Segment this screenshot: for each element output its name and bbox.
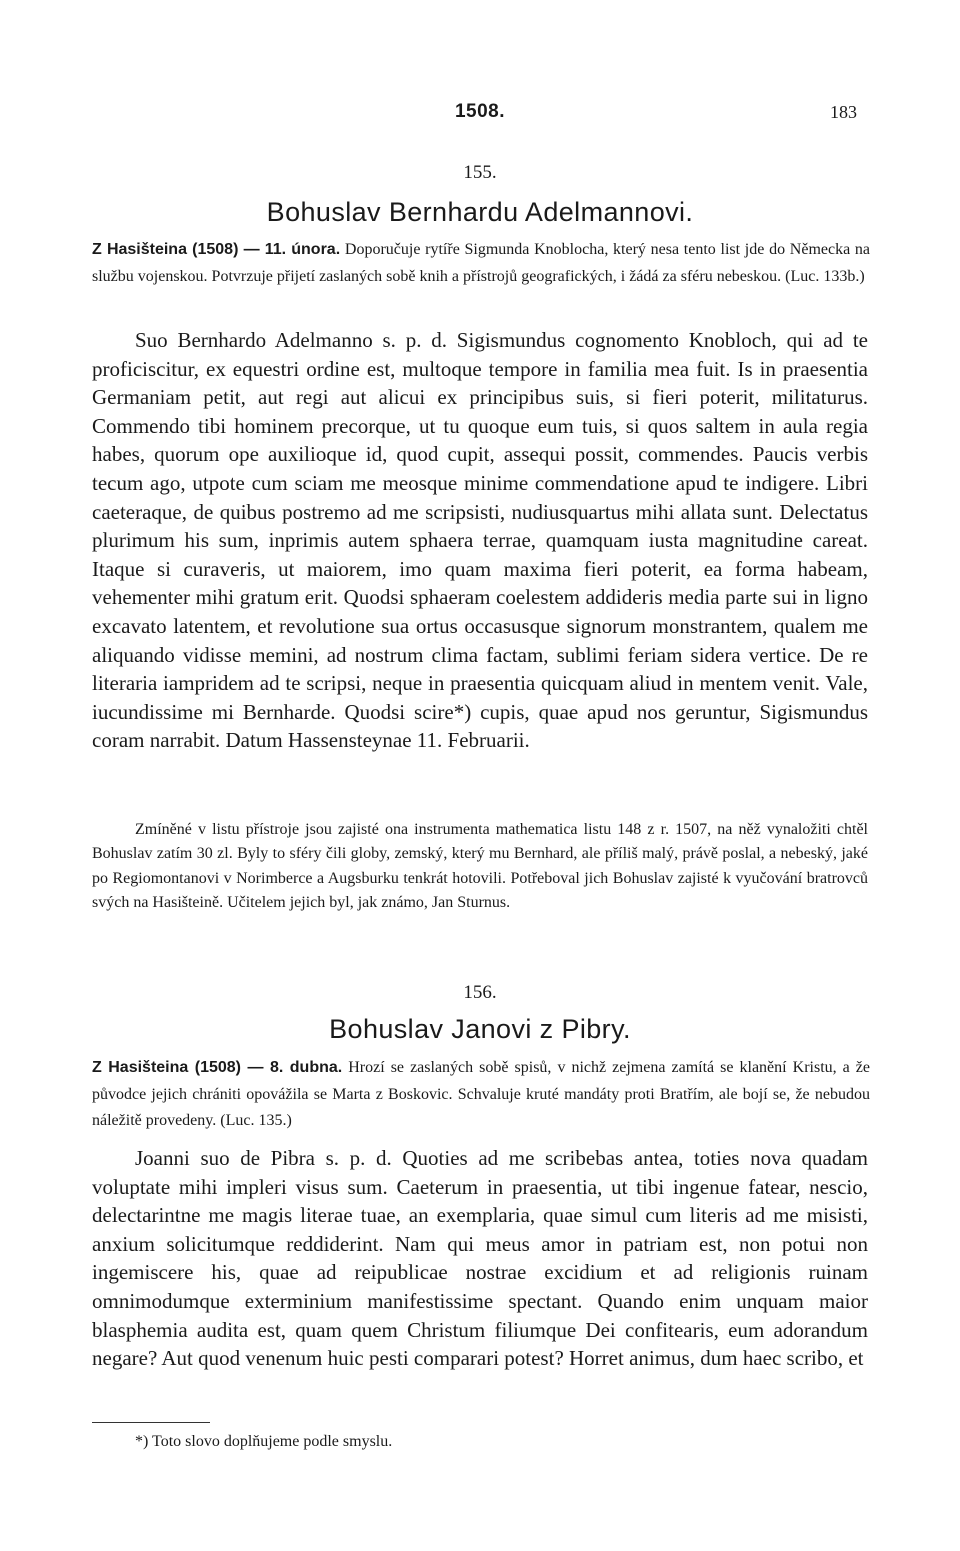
letter-body: Suo Bernhardo Adelmanno s. p. d. Sigismundus cognomento Knobloch, qui ad te proficiscitur, ex equestri ordine est, multoque tempore in familia mea fuit. Is in praesentia Germaniam petit, aut regi aut alicui ex principibus suis, si fieri poterit, militaturus. Commendo tibi hominem precorque, ut tu quoque eum tuis, si quos saltem in aula regia habes, quorum ope auxilioque id, quod cupit, assequi possit, commendes. Paucis verbis tecum ago, utpote cum sciam me meosque minime commendatione apud te indigere. Libri caeteraque, de quibus postremo ad me scripsisti, nudiusquartus mihi allata sunt. Delectatus plurimum his sum, inprimis autem sphaera terrae, quamquam iusta magnitudine careat. Itaque si curaveris, ut maiorem, imo quam maxima fieri poterit, ea forma habeam, vehementer mihi gratum erit. Quodsi sphaeram coelestem addideris media parte sui in ligno excavato latentem, et revolutione sua ortus occasusque signorum monstrantem, qualem me aliquando vidisse memini, ad nostrum clima factam, sublimi feriam sidera vertice. De re literaria iampridem ad te scripsi, neque in praesentia quicquam aliud in mentem venit. Vale, iucundissime mi Bernharde. Quodsi scire*) cupis, quae apud nos geruntur, Sigismundus coram narrabit. Datum Hassensteynae 11. Februarii.	[92, 328, 868, 753]
regest-text: Doporučuje rytíře Sigmunda Knoblocha, který nesa tento list jde do Německa na službu vojenskou. Potvrzuje přijetí zaslaných sobě knih a přístrojů geografických, i žádá za sféru nebeskou. (Luc. 133b.)	[92, 241, 871, 285]
regest-lead: Z Hasišteina (1508) — 8. dubna.	[92, 1059, 343, 1076]
regest-lead: Z Hasišteina (1508) — 11. února.	[92, 241, 341, 258]
letter-body: Joanni suo de Pibra s. p. d. Quoties ad me scribebas antea, toties nova quadam voluptate mihi impleri visus sum. Caeterum in praesentia, ut tibi ingenue fatear, nescio, delectarintne me magis literae tuae, an exemplaria, quae simul cum literis ad me misisti, anxium solicitumque reddiderint. Nam qui meus amor in patriam est, non potui non ingemiscere his, quae ad reipublicae nostrae excidium et ad religionis ruinam omnimodumque exterminium manifestissime spectant. Quando enim unquam maior blasphemia audita est, quam quem Christum filiumque Dei confitearis, eum adorandum negare? Aut quod venenum huic pesti comparari potest? Horret animus, dum haec scribo, et	[92, 1146, 868, 1371]
editorial-note: Zmíněné v listu přístroje jsou zajisté ona instrumenta mathematica listu 148 z r. 1507, na něž vynaložiti chtěl Bohuslav zatím 30 zl. Byly to sféry čili globy, zemský, který mu Bernhard, ale příliš malý, právě poslal, a nebeský, jaké po Regiomontanovi v Norimberce a Augsburku tenkrát hotovili. Potřeboval jich Bohuslav zajisté k vyučování bratrovců svých na Hasišteině. Učitelem jejich byl, jak známo, Jan Sturnus.	[92, 821, 868, 911]
letter-number: 156.	[463, 982, 497, 1003]
regest-text: Hrozí se zaslaných sobě spisů, v nichž zejmena zamítá se klanění Kristu, a že původce jejich chrániti opovážila se Marta z Boskovic. Schvaluje kruté mandáty proti Bratřím, ale bojí se, že nebudou náležitě provedeny. (Luc. 135.)	[92, 1059, 870, 1129]
footnote-divider	[92, 1422, 210, 1423]
letter-number: 155.	[463, 162, 497, 183]
letter-title: Bohuslav Janovi z Pibry.	[329, 1014, 631, 1044]
footnote: *) Toto slovo doplňujeme podle smyslu.	[135, 1433, 393, 1450]
page-number: 183	[830, 102, 857, 122]
letter-title: Bohuslav Bernhardu Adelmannovi.	[266, 197, 694, 227]
letter-regest	[92, 237, 870, 290]
letter-regest	[92, 1055, 870, 1135]
running-header-year: 1508.	[454, 101, 506, 122]
